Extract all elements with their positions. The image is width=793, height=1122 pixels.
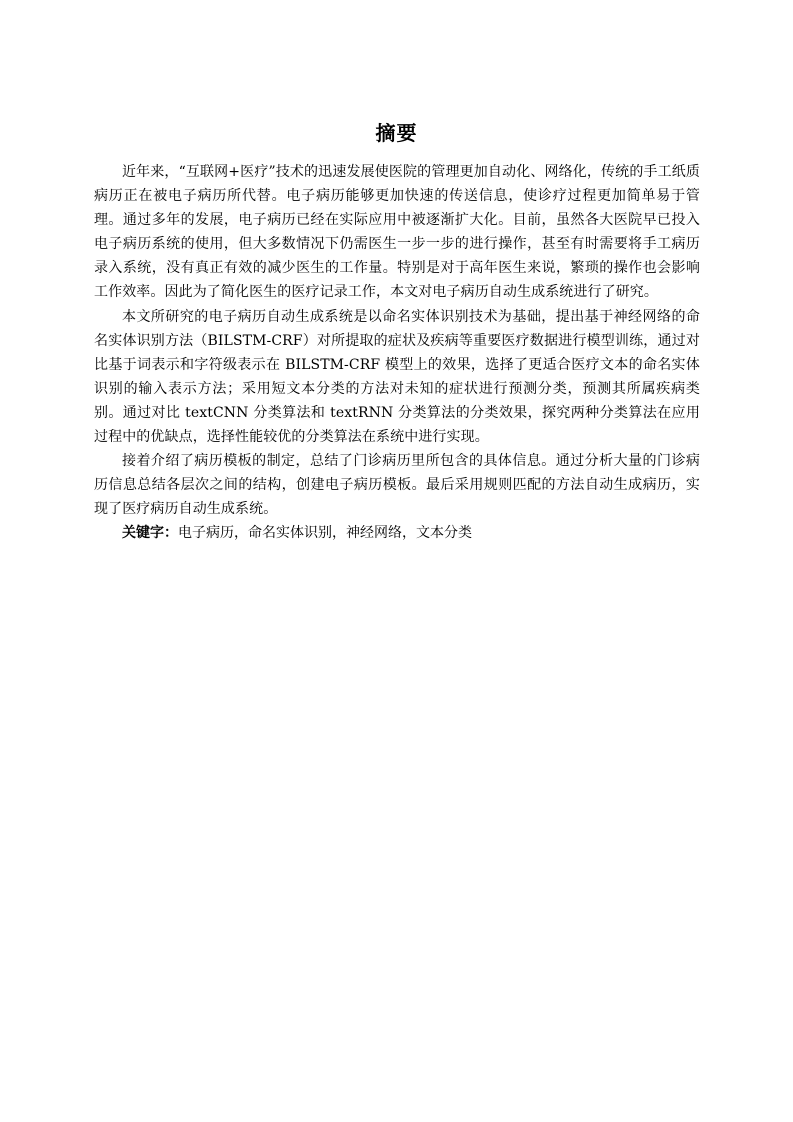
abstract-paragraph-3: 接着介绍了病历模板的制定，总结了门诊病历里所包含的具体信息。通过分析大量的门诊病历信息总结各层次之间的结构，创建电子病历模板。最后采用规则匹配的方法自动生成病历，实现了医疗病历自动生成系统。 <box>94 453 700 518</box>
abstract-body <box>94 160 700 546</box>
keywords-line <box>94 521 700 545</box>
abstract-title: 摘要 <box>375 121 418 145</box>
abstract-paragraph-1: 近年来，“互联网+医疗”技术的迅速发展使医院的管理更加自动化、网络化，传统的手工纸质病历正在被电子病历所代替。电子病历能够更加快速的传送信息，使诊疗过程更加简单易于管理。通过多年的发展，电子病历已经在实际应用中被逐渐扩大化。目前，虽然各大医院早已投入电子病历系统的使用，但大多数情况下仍需医生一步一步的进行操作，甚至有时需要将手工病历录入系统，没有真正有效的减少医生的工作量。特别是对于高年医生来说，繁琐的操作也会影响工作效率。因此为了简化医生的医疗记录工作，本文对电子病历自动生成系统进行了研究。 <box>94 164 700 301</box>
abstract-paragraph-2: 本文所研究的电子病历自动生成系统是以命名实体识别技术为基础，提出基于神经网络的命名实体识别方法（BILSTM-CRF）对所提取的症状及疾病等重要医疗数据进行模型训练，通过对比基于词表示和字符级表示在 BILSTM-CRF 模型上的效果，选择了更适合医疗文本的命名实体识别的输入表示方法；采用短文本分类的方法对未知的症状进行预测分类，预测其所属疾病类别。通过对比 textCNN 分类算法和 textRNN 分类算法的分类效果，探究两种分类算法在应用过程中的优缺点，选择性能较优的分类算法在系统中进行实现。 <box>94 308 700 446</box>
keywords-text: 电子病历，命名实体识别，神经网络，文本分类 <box>178 525 472 542</box>
keywords-label: 关键字： <box>122 525 178 542</box>
